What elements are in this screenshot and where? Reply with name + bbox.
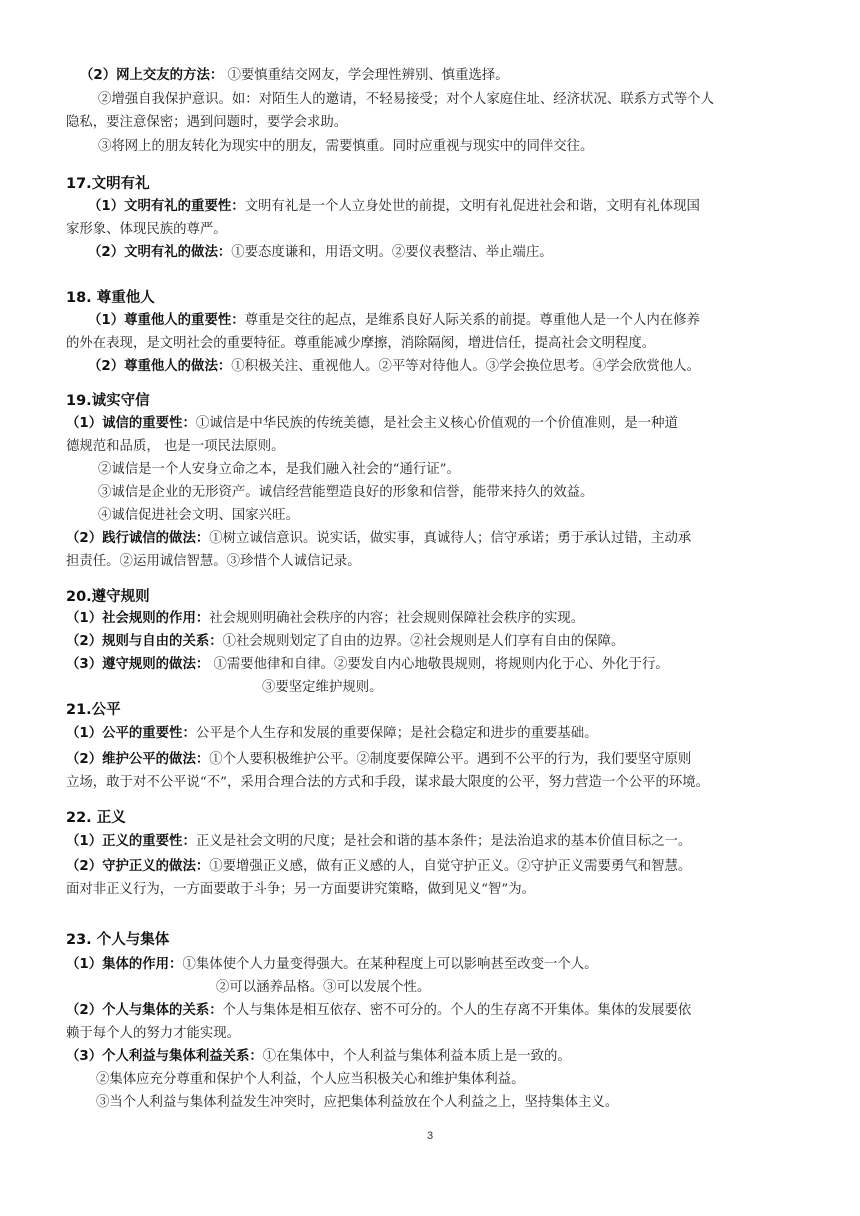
heading-text: 17.文明有礼 — [66, 176, 150, 192]
text-line — [0, 357, 860, 377]
text-line — [0, 243, 860, 263]
heading-text: 19.诚实守信 — [66, 393, 150, 409]
body-text: 的外在表现，是文明社会的重要特征。尊重能减少摩擦，消除隔阂，增进信任，提高社会文明程度。 — [66, 336, 656, 351]
text-line — [0, 632, 860, 652]
heading-text: 23. 个人与集体 — [66, 932, 170, 948]
body-text: 公平是个人生存和发展的重要保障；是社会稳定和进步的重要基础。 — [195, 726, 598, 741]
heading-text: 20.遵守规则 — [66, 589, 150, 605]
heading-text: 21.公平 — [66, 702, 121, 718]
point-label: （3）个人利益与集体利益关系： — [66, 1049, 263, 1064]
body-text: ③诚信是企业的无形资产。诚信经营能塑造良好的形象和信誉，能带来持久的效益。 — [98, 485, 594, 500]
body-text: ②集体应充分尊重和保护个人利益，个人应当积极关心和维护集体利益。 — [96, 1072, 525, 1087]
text-line — [0, 1001, 860, 1021]
body-text: 隐私，要注意保密；遇到问题时，要学会求助。 — [66, 115, 348, 130]
point-label: （1）诚信的重要性： — [66, 416, 196, 431]
body-text: 立场，敢于对不公平说“不”，采用合理合法的方式和手段，谋求最大限度的公平，努力营造一个公平的环境。 — [66, 775, 710, 790]
body-text: ①个人要积极维护公平。②制度要保障公平。遇到不公平的行为，我们要坚守原则 — [209, 752, 692, 767]
text-line — [0, 1070, 860, 1090]
body-text: ①需要他律和自律。②要发自内心地敬畏规则，将规则内化于心、外化于行。 — [209, 657, 669, 672]
point-label: （2）践行诚信的做法： — [66, 531, 210, 546]
body-text: ①诚信是中华民族的传统美德，是社会主义核心价值观的一个价值准则，是一种道 — [195, 416, 678, 431]
point-label: （2）网上交友的方法： — [80, 68, 224, 83]
text-line — [0, 978, 860, 998]
text-line — [0, 197, 860, 217]
point-label: （3）遵守规则的做法： — [66, 657, 210, 672]
text-line — [0, 750, 860, 770]
body-text: ④诚信促进社会文明、国家兴旺。 — [98, 508, 299, 523]
text-line — [0, 1024, 860, 1044]
point-label: （1）公平的重要性： — [66, 726, 196, 741]
section-heading — [0, 587, 860, 608]
body-text: ①社会规则划定了自由的边界。②社会规则是人们享有自由的保障。 — [222, 634, 625, 649]
body-text: 文明有礼是一个人立身处世的前提，文明有礼促进社会和谐，文明有礼体现国 — [244, 199, 700, 214]
point-label: （1）正义的重要性： — [66, 834, 196, 849]
text-line — [0, 483, 860, 503]
text-line — [0, 437, 860, 457]
heading-text: 18. 尊重他人 — [66, 290, 155, 306]
body-text: 家形象、体现民族的尊严。 — [66, 222, 227, 237]
text-line — [0, 955, 860, 975]
text-line — [0, 137, 860, 157]
text-line — [0, 90, 860, 110]
body-text: ①在集体中，个人利益与集体利益本质上是一致的。 — [262, 1049, 571, 1064]
text-line — [0, 1047, 860, 1067]
section-heading — [0, 391, 860, 412]
text-line — [0, 414, 860, 434]
body-text: 个人与集体是相互依存、密不可分的。个人的生存离不开集体。集体的发展要依 — [222, 1003, 692, 1018]
section-heading — [0, 808, 860, 829]
text-line — [0, 529, 860, 549]
section-heading — [0, 288, 860, 309]
page-number: 3 — [426, 1130, 434, 1142]
point-label: （2）尊重他人的做法： — [88, 359, 232, 374]
section-heading — [0, 174, 860, 195]
body-text: ①积极关注、重视他人。②平等对待他人。③学会换位思考。④学会欣赏他人。 — [231, 359, 700, 374]
body-text: ①集体使个人力量变得强大。在某种程度上可以影响甚至改变一个人。 — [182, 957, 598, 972]
body-text: ②诚信是一个人安身立命之本，是我们融入社会的“通行证”。 — [98, 462, 460, 477]
point-label: （2）维护公平的做法： — [66, 752, 210, 767]
body-text: 正义是社会文明的尺度；是社会和谐的基本条件；是法治追求的基本价值目标之一。 — [195, 834, 692, 849]
body-text: ①要态度谦和，用语文明。②要仪表整洁、举止端庄。 — [231, 245, 553, 260]
body-text: ②可以涵养品格。③可以发展个性。 — [216, 980, 431, 995]
body-text: 赖于每个人的努力才能实现。 — [66, 1026, 241, 1041]
heading-text: 22. 正义 — [66, 810, 126, 826]
point-label: （2）个人与集体的关系： — [66, 1003, 223, 1018]
point-label: （1）集体的作用： — [66, 957, 183, 972]
point-label: （2）守护正义的做法： — [66, 859, 210, 874]
text-line — [0, 506, 860, 526]
body-text: 担责任。②运用诚信智慧。③珍惜个人诚信记录。 — [66, 554, 361, 569]
text-line — [0, 857, 860, 877]
text-line — [0, 880, 860, 900]
point-label: （1）尊重他人的重要性： — [88, 313, 245, 328]
body-text: ③当个人利益与集体利益发生冲突时，应把集体利益放在个人利益之上，坚持集体主义。 — [96, 1095, 619, 1110]
text-line — [0, 66, 860, 86]
text-line — [0, 609, 860, 629]
text-line — [0, 113, 860, 133]
point-label: （1）文明有礼的重要性： — [88, 199, 245, 214]
text-line — [0, 832, 860, 852]
section-heading — [0, 700, 860, 721]
text-line — [0, 460, 860, 480]
body-text: ③将网上的朋友转化为现实中的朋友，需要慎重。同时应重视与现实中的同伴交往。 — [98, 139, 594, 154]
body-text: 德规范和品质， 也是一项民法原则。 — [66, 439, 285, 454]
section-heading — [0, 930, 860, 951]
text-line — [0, 552, 860, 572]
body-text: ②增强自我保护意识。如：对陌生人的邀请，不轻易接受；对个人家庭住址、经济状况、联系方式等个人 — [98, 92, 714, 107]
body-text: ①树立诚信意识。说实话，做实事，真诚待人；信守承诺；勇于承认过错，主动承 — [209, 531, 692, 546]
body-text: 社会规则明确社会秩序的内容；社会规则保障社会秩序的实现。 — [209, 611, 585, 626]
text-line — [0, 334, 860, 354]
body-text: 面对非正义行为，一方面要敢于斗争；另一方面要讲究策略，做到见义“智”为。 — [66, 882, 535, 897]
body-text: ①要增强正义感，做有正义感的人，自觉守护正义。②守护正义需要勇气和智慧。 — [209, 859, 692, 874]
text-line — [0, 724, 860, 744]
body-text: 尊重是交往的起点，是维系良好人际关系的前提。尊重他人是一个人内在修养 — [244, 313, 700, 328]
body-text: ③要坚定维护规则。 — [262, 680, 383, 695]
text-line — [0, 655, 860, 675]
text-line — [0, 220, 860, 240]
point-label: （2）规则与自由的关系： — [66, 634, 223, 649]
point-label: （1）社会规则的作用： — [66, 611, 210, 626]
text-line — [0, 311, 860, 331]
text-line — [0, 678, 860, 698]
text-line — [0, 1093, 860, 1113]
text-line — [0, 773, 860, 793]
body-text: ①要慎重结交网友，学会理性辨别、慎重选择。 — [223, 68, 509, 83]
point-label: （2）文明有礼的做法： — [88, 245, 232, 260]
